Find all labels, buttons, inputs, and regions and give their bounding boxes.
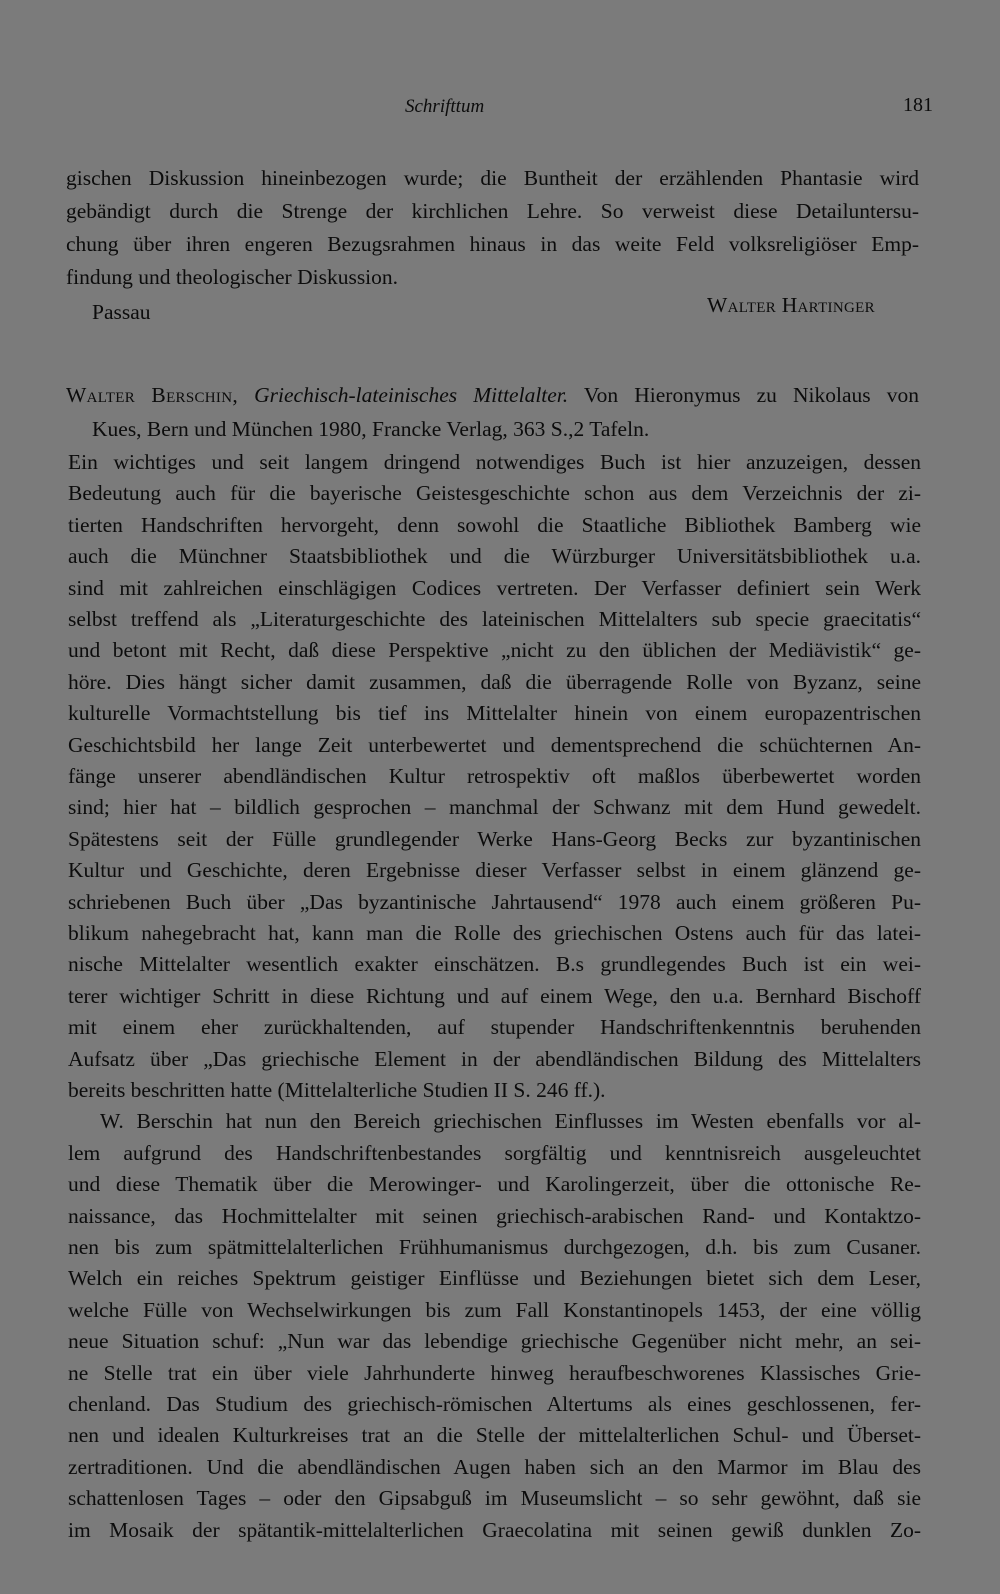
text-line: und betont mit Recht, daß diese Perspektive „nicht zu den üblichen der Mediävistik“ ge-	[68, 638, 921, 663]
text-line: W. Berschin hat nun den Bereich griechischen Einflusses im Westen ebenfalls vor al-	[100, 1109, 921, 1134]
text-line: und diese Thematik über die Merowinger- und Karolingerzeit, über die ottonische Re-	[68, 1172, 921, 1197]
page-number: 181	[903, 94, 933, 116]
text-line: blikum nahegebracht hat, kann man die Rolle des griechischen Ostens auch für das latei-	[68, 921, 921, 945]
text-line: selbst treffend als „Literaturgeschichte des lateinischen Mittelalters sub specie graecitatis“	[68, 607, 921, 631]
text-line: terer wichtiger Schritt in diese Richtung und auf einem Wege, den u.a. Bernhard Bischoff	[68, 983, 921, 1008]
text-line: nen bis zum spätmittelalterlichen Frühhumanismus durchgezogen, d.h. bis zum Cusaner.	[68, 1235, 921, 1259]
text-line: ne Stelle trat ein über viele Jahrhunderte hinweg heraufbeschworenes Klassisches Grie-	[68, 1360, 921, 1385]
text-line: gischen Diskussion hineinbezogen wurde; die Buntheit der erzählenden Phantasie wird	[66, 166, 919, 190]
text-line: Ein wichtiges und seit langem dringend notwendiges Buch ist hier anzuzeigen, dessen	[68, 450, 921, 474]
review-citation-line: Kues, Bern und München 1980, Francke Verlag, 363 S.,2 Tafeln.	[92, 417, 650, 441]
text-line: Geschichtsbild her lange Zeit unterbewertet und dementsprechend die schüchternen An-	[68, 732, 921, 757]
text-line: auch die Münchner Staatsbibliothek und die Würzburger Universitätsbibliothek u.a.	[68, 544, 921, 569]
review-place: Passau	[92, 300, 151, 324]
text-line: gebändigt durch die Strenge der kirchlichen Lehre. So verweist diese Detailuntersu-	[66, 199, 919, 223]
text-line: zertraditionen. Und die abendländischen Augen haben sich an den Marmor im Blau des	[68, 1454, 921, 1479]
text-line: Welch ein reiches Spektrum geistiger Einflüsse und Beziehungen bietet sich dem Leser,	[68, 1266, 921, 1291]
text-line: im Mosaik der spätantik-mittelalterlichen Graecolatina mit seinen gewiß dunklen Zo-	[68, 1517, 921, 1542]
text-line: sind; hier hat – bildlich gesprochen – manchmal der Schwanz mit dem Hund gewedelt.	[68, 795, 921, 820]
text-line: Kultur und Geschichte, deren Ergebnisse dieser Verfasser selbst in einem glänzend ge-	[68, 858, 921, 883]
text-line: chung über ihren engeren Bezugsrahmen hinaus in das weite Feld volksreligiöser Emp-	[66, 232, 919, 256]
text-line: nen und idealen Kulturkreises trat an die Stelle der mittelalterlichen Schul- und Überset-	[68, 1423, 921, 1448]
text-line: nische Mittelalter wesentlich exakter einschätzen. B.s grundlegendes Buch ist ein wei-	[68, 952, 921, 977]
text-line: welche Fülle von Wechselwirkungen bis zum Fall Konstantinopels 1453, der eine völlig	[68, 1297, 921, 1322]
text-line: Spätestens seit der Fülle grundlegender Werke Hans-Georg Becks zur byzantinischen	[68, 826, 921, 851]
text-line: chenland. Das Studium des griechisch-römischen Altertums als eines geschlossenen, fer-	[68, 1392, 921, 1416]
text-line: schattenlosen Tages – oder den Gipsabguß im Museumslicht – so sehr gewöhnt, daß sie	[68, 1486, 921, 1511]
text-line: lem aufgrund des Handschriftenbestandes sorgfältig und kenntnisreich ausgeleuchtet	[68, 1140, 921, 1165]
text-line: fänge unserer abendländischen Kultur retrospektiv oft maßlos überbewertet worden	[68, 764, 921, 788]
text-line: tierten Handschriften hervorgeht, denn sowohl die Staatliche Bibliothek Bamberg wie	[68, 512, 921, 537]
text-line: sind mit zahlreichen einschlägigen Codices vertreten. Der Verfasser definiert sein Werk	[68, 575, 921, 600]
review-citation-rest: Von Hieronymus zu Nikolaus von	[583, 383, 919, 407]
text-line: schriebenen Buch über „Das byzantinische Jahrtausend“ 1978 auch einem größeren Pu-	[68, 889, 921, 914]
text-line: naissance, das Hochmittelalter mit seinen griechisch-arabischen Rand- und Kontaktzo-	[68, 1203, 921, 1228]
review-citation	[66, 383, 919, 408]
reviewer-name: Walter Hartinger	[707, 293, 875, 317]
text-line: kulturelle Vormachtstellung bis tief ins Mittelalter hinein von einem europazentrischen	[68, 701, 921, 726]
text-line: bereits beschritten hatte (Mittelalterliche Studien II S. 246 ff.).	[68, 1078, 606, 1102]
text-line: mit einem eher zurückhaltenden, auf stupender Handschriftenkenntnis beruhenden	[68, 1015, 921, 1040]
text-line: Aufsatz über „Das griechische Element in der abendländischen Bildung des Mittelalters	[68, 1046, 921, 1071]
text-line: neue Situation schuf: „Nun war das lebendige griechische Gegenüber nicht mehr, an sei-	[68, 1329, 921, 1354]
text-line: Bedeutung auch für die bayerische Geistesgeschichte schon aus dem Verzeichnis der zi-	[68, 481, 921, 506]
review-book-author: Walter Berschin,	[66, 383, 239, 407]
review-book-title: Griechisch-lateinisches Mittelalter.	[254, 383, 569, 407]
text-line: findung und theologischer Diskussion.	[66, 265, 399, 289]
text-line: höre. Dies hängt sicher damit zusammen, daß die überragende Rolle von Byzanz, seine	[68, 669, 921, 694]
running-title: Schrifttum	[405, 96, 485, 117]
running-head	[0, 96, 1000, 126]
